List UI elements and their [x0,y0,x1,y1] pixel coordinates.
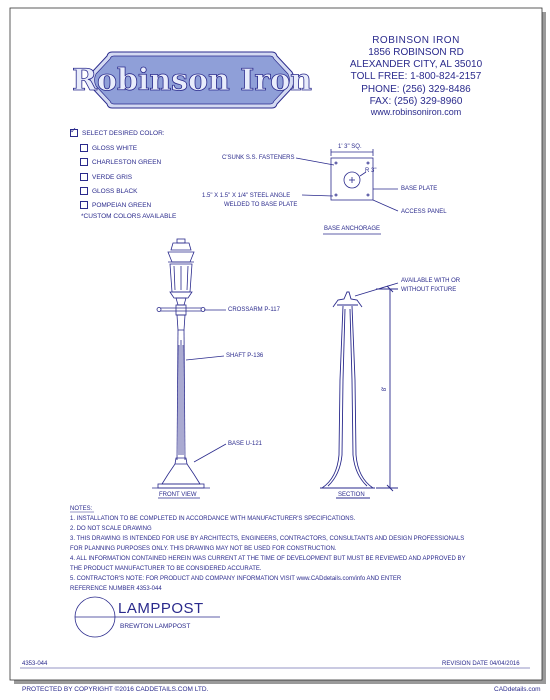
check-icon[interactable] [70,129,78,137]
company-fax: FAX: (256) 329-8960 [369,96,463,107]
radius-label: R 3" [365,168,377,174]
note-line: 1. INSTALLATION TO BE COMPLETED IN ACCORDANCE WITH MANUFACTURER'S SPECIFICATIONS. [70,516,356,522]
reference-number: 4353-044 [22,661,48,667]
height-dimension: 8' [382,386,389,392]
company-address: 1856 ROBINSON RD [368,47,464,58]
logo-plaque [72,52,312,108]
note-line: FOR PLANNING PURPOSES ONLY. THIS DRAWING MAY NOT BE USED FOR CONSTRUCTION. [70,546,337,552]
note-line: REFERENCE NUMBER 4353-044 [70,586,162,592]
base-anchorage-title: BASE ANCHORAGE [324,226,381,232]
notes-header: NOTES: [70,506,93,512]
color-option-label: POMPEIAN GREEN [92,201,152,209]
steel-angle-label-2: WELDED TO BASE PLATE [224,202,298,208]
color-option[interactable] [80,201,151,209]
revision-date: REVISION DATE 04/04/2016 [442,661,520,667]
color-select-label: SELECT DESIRED COLOR: [82,129,165,137]
fixture-label-2: WITHOUT FIXTURE [401,287,457,293]
steel-angle-label-1: 1.5" X 1.5" X 1/4" STEEL ANGLE [202,193,291,199]
section-title: SECTION [338,492,365,498]
note-line: THE PRODUCT MANUFACTURER TO BE CONSIDERED ACCURATE. [70,566,262,572]
color-option-label: VERDE GRIS [92,173,133,181]
note-line: 3. THIS DRAWING IS INTENDED FOR USE BY ARCHITECTS, ENGINEERS, CONTRACTORS, CONSULTANTS AND DESIGN PROFESSIONALS [70,536,465,542]
company-name: ROBINSON IRON [372,35,460,46]
color-option-label: CHARLESTON GREEN [92,158,162,166]
plate-size-label: 1' 3" SQ. [338,144,362,150]
checkbox-icon[interactable] [80,187,88,195]
footer-site-link[interactable]: CADdetails.com [494,686,541,693]
checkbox-icon[interactable] [80,173,88,181]
crossarm-label: CROSSARM P-117 [228,307,280,313]
company-toll-free: TOLL FREE: 1-800-824-2157 [350,71,482,82]
company-city: ALEXANDER CITY, AL 35010 [349,59,483,70]
drawing-title: LAMPPOST [118,600,204,617]
color-select-header [70,129,165,137]
color-option-label: GLOSS BLACK [92,187,138,195]
checkbox-icon[interactable] [80,201,88,209]
company-website: www.robinsoniron.com [370,107,462,117]
shaft-label: SHAFT P-136 [226,353,264,359]
drawing-subtitle: BREWTON LAMPPOST [120,623,191,630]
color-option[interactable] [80,187,138,195]
color-option-label: GLOSS WHITE [92,144,138,152]
custom-colors-note: *CUSTOM COLORS AVAILABLE [81,213,177,220]
fixture-label-1: AVAILABLE WITH OR [401,278,461,284]
checkbox-icon[interactable] [80,144,88,152]
copyright-text: PROTECTED BY COPYRIGHT ©2016 CADDETAILS.COM LTD. [22,686,209,693]
note-line: 2. DO NOT SCALE DRAWING [70,526,152,532]
color-option[interactable] [80,158,161,166]
checkbox-icon[interactable] [80,158,88,166]
base-label: BASE U-121 [228,441,263,447]
color-option[interactable] [80,173,132,181]
logo-text: Robinson Iron [72,63,312,98]
base-plate-label: BASE PLATE [401,186,438,192]
company-phone: PHONE: (256) 329-8486 [361,84,471,95]
fasteners-label: C'SUNK S.S. FASTENERS [222,155,295,161]
color-option[interactable] [80,144,137,152]
note-line: 5. CONTRACTOR'S NOTE: FOR PRODUCT AND COMPANY INFORMATION VISIT www.CADdetails.com/info AND ENTER [70,576,402,582]
note-line: 4. ALL INFORMATION CONTAINED HEREIN WAS CURRENT AT THE TIME OF DEVELOPMENT BUT MUST BE REVIEWED AND APPROVED BY [70,556,466,562]
access-panel-label: ACCESS PANEL [401,209,447,215]
front-view-title: FRONT VIEW [159,492,197,498]
